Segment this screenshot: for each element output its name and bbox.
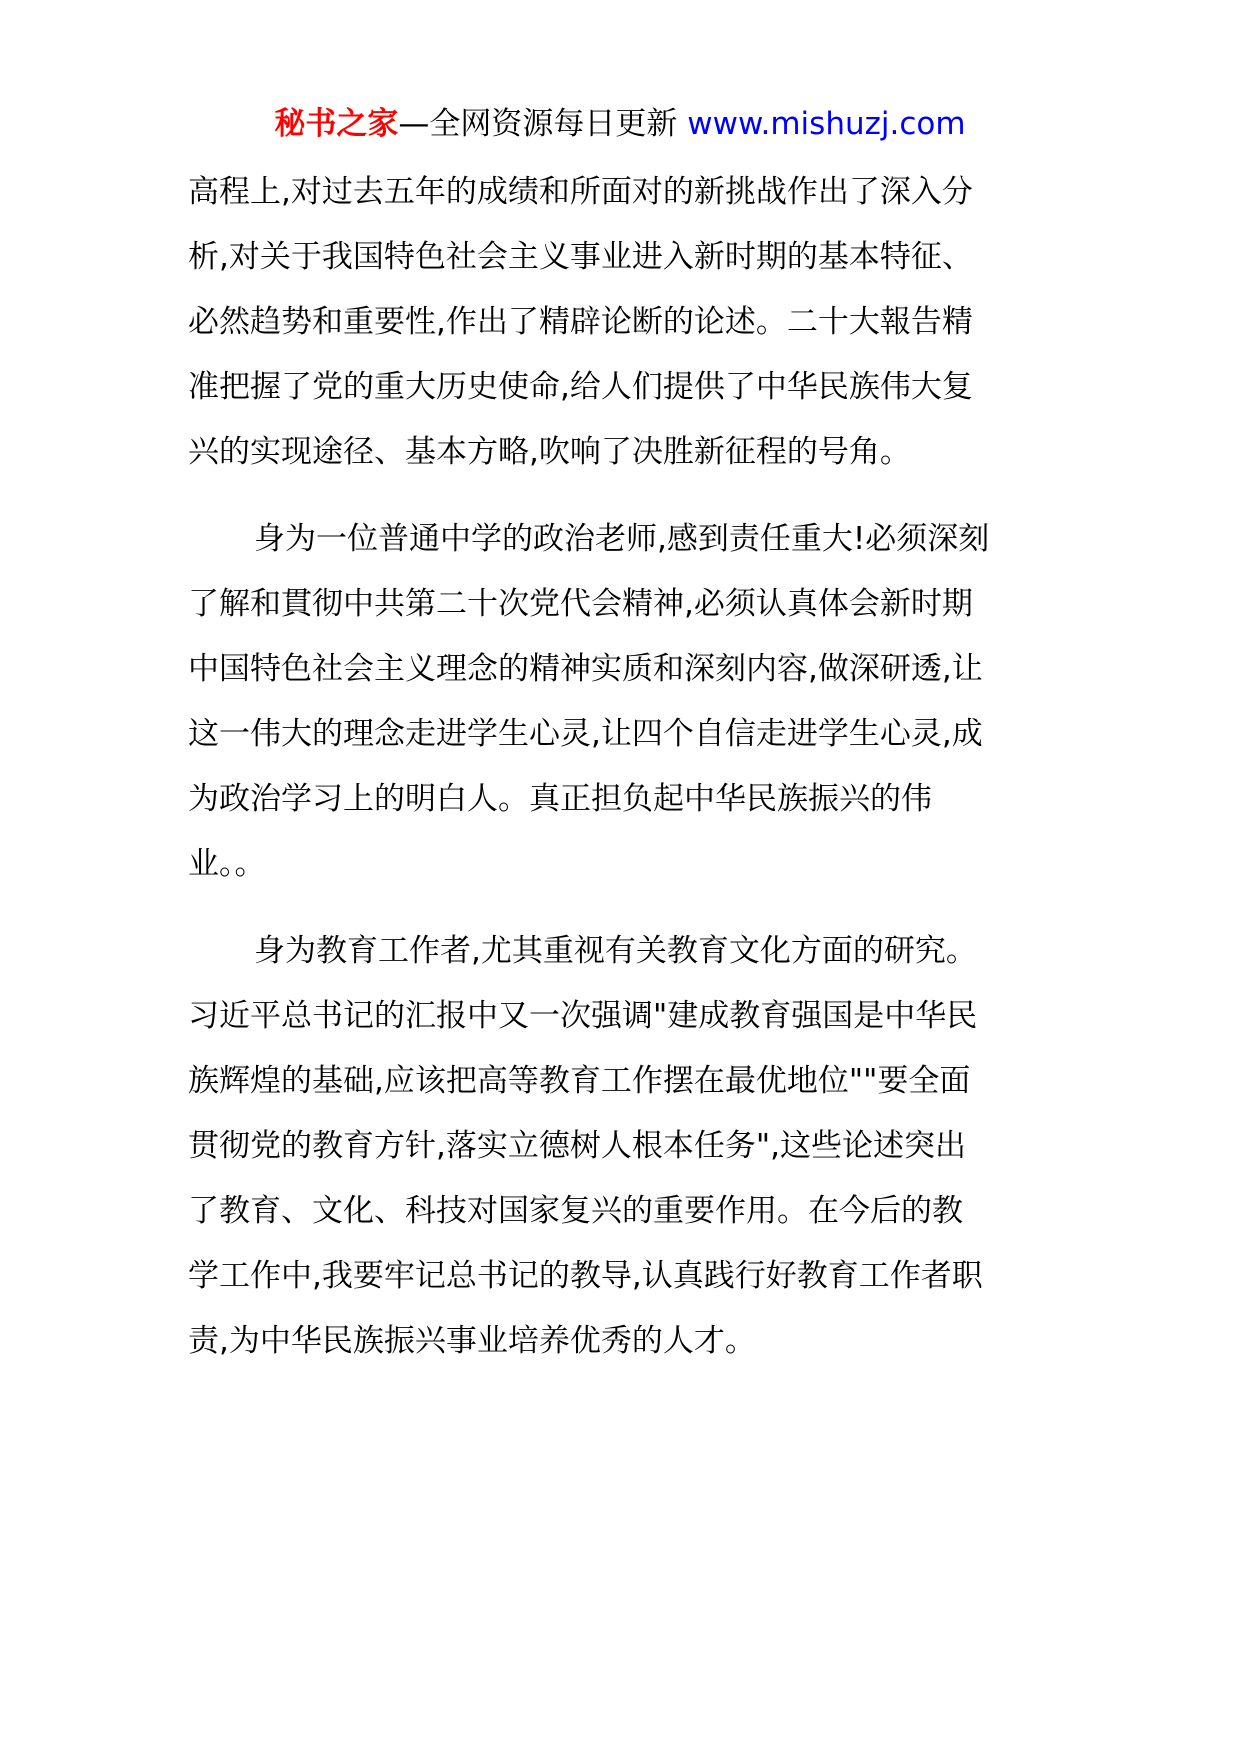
text-line: 了解和貫彻中共第二十次党代会精神,必须认真体会新时期 [188, 586, 973, 622]
text-line: 贯彻党的教育方针,落实立德树人根本任务",这些论述突出 [188, 1128, 966, 1164]
site-header [0, 104, 1240, 144]
text-line: 中国特色社会主义理念的精神实质和深刻内容,做深研透,让 [188, 651, 983, 687]
text-line: 析,对关于我国特色社会主义事业进入新时期的基本特征、 [188, 239, 973, 275]
paragraph-1 [188, 160, 1058, 485]
site-url[interactable]: www.mishuzj.com [687, 106, 966, 142]
text-line: 习近平总书记的汇报中又一次强调"建成教育强国是中华民 [188, 998, 978, 1034]
paragraph-2 [188, 507, 1058, 897]
document-body [188, 160, 1058, 1374]
text-line: 准把握了党的重大历史使命,给人们提供了中华民族伟大复 [188, 369, 973, 405]
text-line: 这一伟大的理念走进学生心灵,让四个自信走进学生心灵,成 [188, 716, 983, 752]
text-line: 为政治学习上的明白人。真正担负起中华民族振兴的伟 [188, 781, 932, 817]
text-line: 族辉煌的基础,应该把高等教育工作摆在最优地位""要全面 [188, 1063, 971, 1099]
site-slogan: —全网资源每日更新 [398, 106, 678, 142]
text-line: 高程上,对过去五年的成绩和所面对的新挑战作出了深入分 [188, 174, 973, 210]
paragraph-3 [188, 919, 1058, 1374]
text-line: 学工作中,我要牢记总书记的教导,认真践行好教育工作者职 [188, 1258, 983, 1294]
text-line: 兴的实现途径、基本方略,吹响了决胜新征程的号角。 [188, 434, 911, 470]
text-line: 身为教育工作者,尤其重视有关教育文化方面的研究。 [254, 933, 977, 969]
text-line: 必然趋势和重要性,作出了精辟论断的论述。二十大報告精 [188, 304, 973, 340]
text-line: 业。。 [188, 846, 266, 882]
text-line: 身为一位普通中学的政治老师,感到责任重大!必须深刻 [254, 521, 990, 557]
text-line: 责,为中华民族振兴事业培养优秀的人才。 [188, 1323, 756, 1359]
text-line: 了教育、文化、科技对国家复兴的重要作用。在今后的教 [188, 1193, 963, 1229]
brand-name: 秘书之家 [274, 106, 399, 142]
